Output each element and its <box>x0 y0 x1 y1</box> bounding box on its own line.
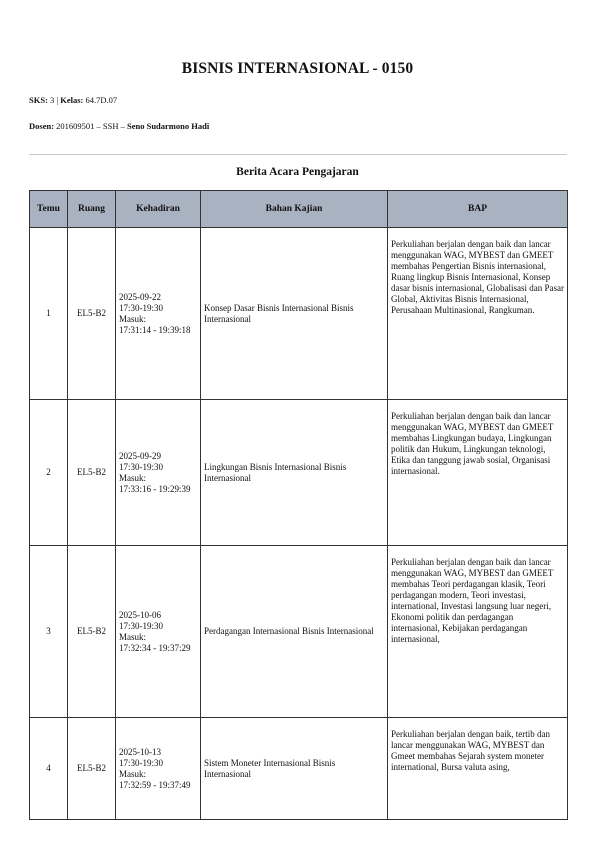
cell-bap: Perkuliahan berjalan dengan baik, tertib dan lancar menggunakan WAG, MYBEST dan Gmeet membahas Sejarah system moneter international, Bursa valuta asing, <box>388 718 568 820</box>
header-bahan-kajian: Bahan Kajian <box>201 191 388 228</box>
kehadiran-masuk-label: Masuk: <box>119 313 146 324</box>
kehadiran-masuk: 17:32:59 - 19:37:49 <box>119 779 191 790</box>
cell-kehadiran <box>116 228 201 400</box>
cell-kehadiran <box>116 546 201 718</box>
kehadiran-date: 2025-09-29 <box>119 450 161 461</box>
table-row <box>30 228 568 400</box>
header-bap: BAP <box>388 191 568 228</box>
dosen-code: SSH <box>102 121 119 131</box>
kehadiran-time: 17:30-19:30 <box>119 461 163 472</box>
dosen-name: Seno Sudarmono Hadi <box>127 121 210 131</box>
cell-ruang: EL5-B2 <box>68 400 116 546</box>
cell-temu: 3 <box>30 546 68 718</box>
kehadiran-date: 2025-10-13 <box>119 746 161 757</box>
header-ruang: Ruang <box>68 191 116 228</box>
table-row <box>30 718 568 820</box>
cell-bahan-kajian: Perdagangan Internasional Bisnis Internasional <box>201 546 388 718</box>
cell-kehadiran <box>116 718 201 820</box>
dosen-id: 201609501 <box>56 121 95 131</box>
kehadiran-masuk: 17:33:16 - 19:29:39 <box>119 483 191 494</box>
cell-kehadiran <box>116 400 201 546</box>
kelas-value: 64.7D.07 <box>85 95 118 105</box>
kehadiran-masuk: 17:31:14 - 19:39:18 <box>119 324 191 335</box>
cell-temu: 1 <box>30 228 68 400</box>
cell-ruang: EL5-B2 <box>68 546 116 718</box>
bap-table <box>29 190 568 820</box>
dosen-label: Dosen: <box>29 121 55 131</box>
sks-value: 3 <box>50 95 55 105</box>
cell-bap: Perkuliahan berjalan dengan baik dan lancar menggunakan WAG, MYBEST dan GMEET membahas Teori perdagangan klasik, Teori perdagangan modern, Teori investasi, international, Investasi langsung luar negeri, Ekonomi politik dan perdagangan internasional, Kebijakan perdagangan internasional, <box>388 546 568 718</box>
cell-bahan-kajian: Konsep Dasar Bisnis Internasional Bisnis Internasional <box>201 228 388 400</box>
kehadiran-masuk-label: Masuk: <box>119 768 146 779</box>
header-kehadiran: Kehadiran <box>116 191 201 228</box>
section-title: Berita Acara Pengajaran <box>236 166 359 178</box>
cell-ruang: EL5-B2 <box>68 228 116 400</box>
cell-bap: Perkuliahan berjalan dengan baik dan lancar menggunakan WAG, MYBEST dan GMEET membahas Lingkungan budaya, Lingkungan politik dan Hukum, Lingkungan teknologi, Etika dan tanggung jawab sosial, Organisasi internasional. <box>388 400 568 546</box>
kehadiran-masuk: 17:32:34 - 19:37:29 <box>119 642 191 653</box>
kehadiran-time: 17:30-19:30 <box>119 620 163 631</box>
header-temu: Temu <box>30 191 68 228</box>
kehadiran-date: 2025-10-06 <box>119 609 161 620</box>
kehadiran-masuk-label: Masuk: <box>119 472 146 483</box>
kehadiran-masuk-label: Masuk: <box>119 631 146 642</box>
sks-label: SKS: <box>29 95 48 105</box>
cell-temu: 2 <box>30 400 68 546</box>
kehadiran-date: 2025-09-22 <box>119 291 161 302</box>
cell-temu: 4 <box>30 718 68 820</box>
table-header-row <box>30 191 568 228</box>
cell-bahan-kajian: Sistem Moneter Internasional Bisnis Internasional <box>201 718 388 820</box>
kehadiran-time: 17:30-19:30 <box>119 757 163 768</box>
course-meta: SKS: 3 | Kelas: 64.7D.07 <box>29 95 118 105</box>
cell-ruang: EL5-B2 <box>68 718 116 820</box>
divider <box>29 154 567 155</box>
table-row <box>30 400 568 546</box>
page-title: BISNIS INTERNASIONAL - 0150 <box>181 60 414 77</box>
kehadiran-time: 17:30-19:30 <box>119 302 163 313</box>
lecturer-meta: Dosen: 201609501 – SSH – Seno Sudarmono Hadi <box>29 121 210 131</box>
cell-bahan-kajian: Lingkungan Bisnis Internasional Bisnis Internasional <box>201 400 388 546</box>
cell-bap: Perkuliahan berjalan dengan baik dan lancar menggunakan WAG, MYBEST dan GMEET membahas Pengertian Bisnis internasional, Ruang lingkup Bisnis Internasional, Konsep dasar bisnis internasional, Globalisasi dan Pasar Global, Aktivitas Bisnis Internasional, Perusahaan Multinasional, Rangkuman. <box>388 228 568 400</box>
table-row <box>30 546 568 718</box>
kelas-label: Kelas: <box>60 95 84 105</box>
